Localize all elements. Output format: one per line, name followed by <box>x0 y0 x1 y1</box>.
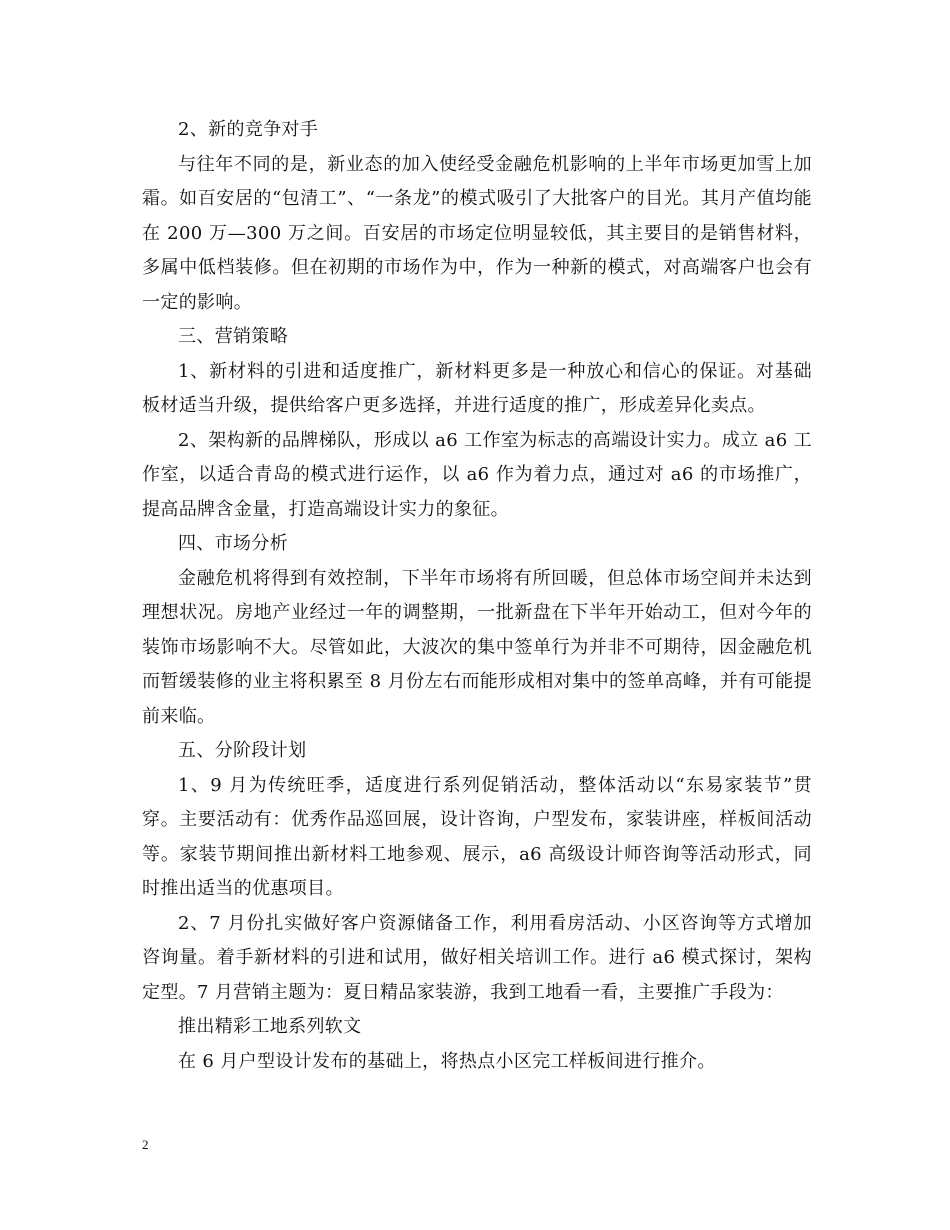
paragraph-market-analysis: 金融危机将得到有效控制，下半年市场将有所回暖，但总体市场空间并未达到理想状况。房地产业经过一年的调整期，一批新盘在下半年开始动工，但对今年的装饰市场影响不大。尽管如此，大波次的集中签单行为并非不可期待，因金融危机而暂缓装修的业主将积累至 8 月份左右而能形成相对集中的签单高峰，并有可能提前来临。 <box>142 567 812 727</box>
section-heading-marketing-strategy: 三、营销策略 <box>178 326 289 347</box>
section-heading-market-analysis: 四、市场分析 <box>178 533 289 554</box>
paragraph-site-articles: 推出精彩工地系列软文 <box>178 1016 362 1037</box>
paragraph-september-plan: 1、9 月为传统旺季，适度进行系列促销活动，整体活动以“东易家装节”贯穿。主要活动有：优秀作品巡回展，设计咨询，户型发布，家装讲座，样板间活动等。家装节期间推出新材料工地参观、展示，a6 高级设计师咨询等活动形式，同时推出适当的优惠项目。 <box>142 774 812 899</box>
section-heading-phased-plan: 五、分阶段计划 <box>178 740 307 761</box>
paragraph-new-materials: 1、新材料的引进和适度推广，新材料更多是一种放心和信心的保证。对基础板材适当升级，提供给客户更多选择，并进行适度的推广，形成差异化卖点。 <box>142 360 812 416</box>
paragraph-july-plan: 2、7 月份扎实做好客户资源储备工作，利用看房活动、小区咨询等方式增加咨询量。着手新材料的引进和试用，做好相关培训工作。进行 a6 模式探讨，架构定型。7 月营销主题为：夏日精品家装游，我到工地看一看，主要推广手段为： <box>142 912 812 1003</box>
paragraph-competition-analysis: 与往年不同的是，新业态的加入使经受金融危机影响的上半年市场更加雪上加霜。如百安居的“包清工”、“一条龙”的模式吸引了大批客户的目光。其月产值均能在 200 万—300 万之间。百安居的市场定位明显较低，其主要目的是销售材料，多属中低档装修。但在初期的市场作为中，作为一种新的模式，对高端客户也会有一定的影响。 <box>142 153 812 313</box>
subheading-new-competitors: 2、新的竞争对手 <box>178 119 319 140</box>
document-body <box>142 113 812 1079</box>
paragraph-model-room-promotion: 在 6 月户型设计发布的基础上，将热点小区完工样板间进行推介。 <box>178 1050 716 1072</box>
page-number: 2 <box>142 1137 149 1152</box>
paragraph-brand-tier: 2、架构新的品牌梯队，形成以 a6 工作室为标志的高端设计实力。成立 a6 工作室，以适合青岛的模式进行运作，以 a6 作为着力点，通过对 a6 的市场推广，提高品牌含金量，打造高端设计实力的象征。 <box>142 429 812 520</box>
